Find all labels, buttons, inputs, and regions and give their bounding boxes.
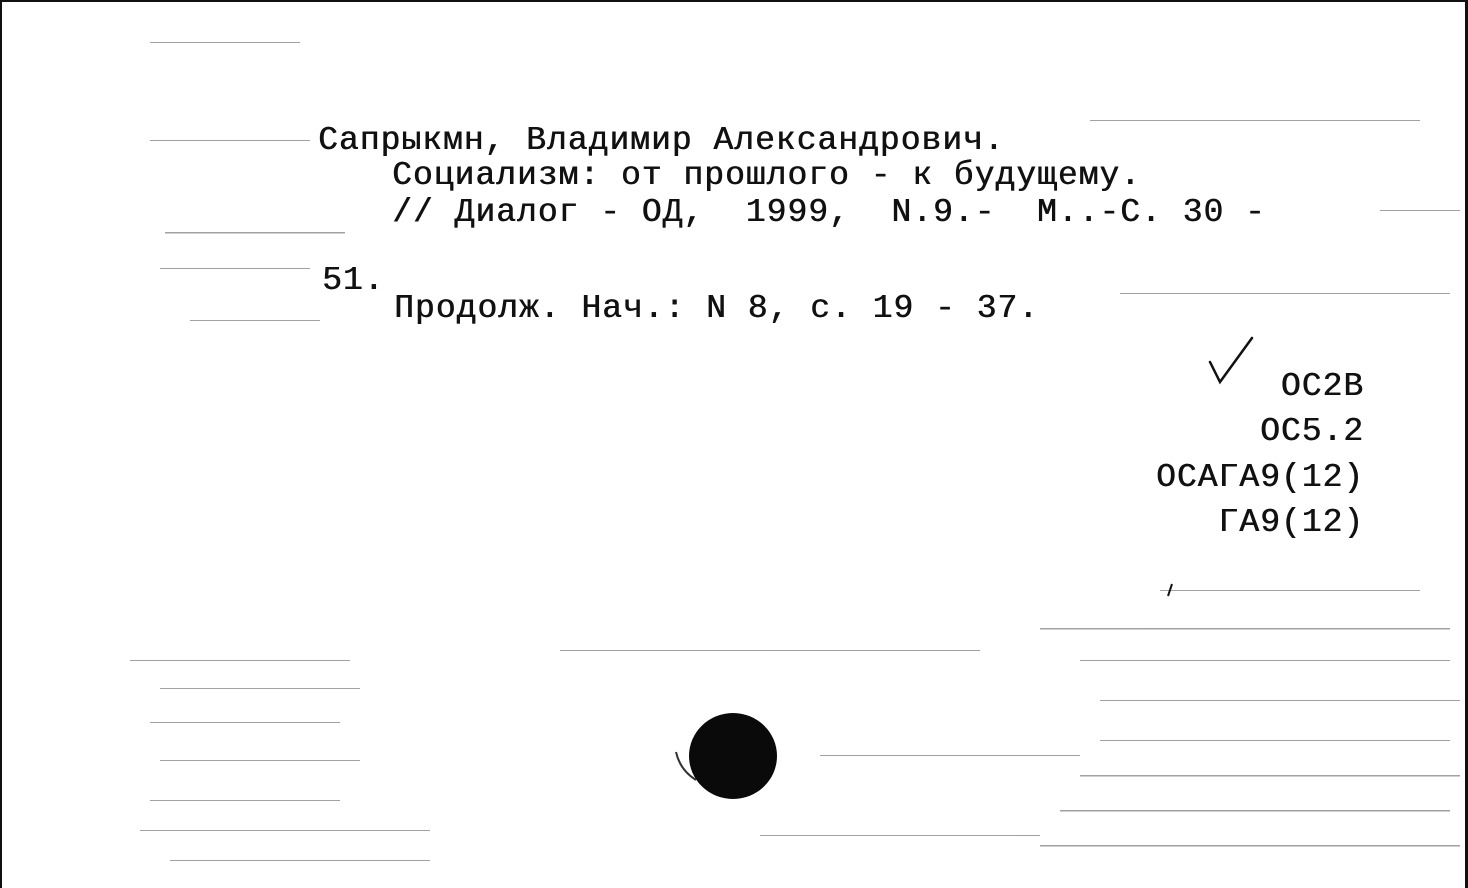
continuation-line: Продолж. Нач.: N 8, с. 19 - 37. [394, 290, 1039, 327]
shelf-code-2: ОС5.2 [1259, 413, 1364, 450]
punch-hole [689, 713, 777, 799]
source-line: // Диалог - ОД, 1999, N.9.- М..-С. 30 - [392, 194, 1266, 231]
title-line: Социализм: от прошлого - к будущему. [392, 157, 1141, 194]
shelf-code-1: ОС2В [1280, 368, 1364, 405]
card-top-edge [0, 0, 1468, 2]
shelf-code-4: ГА9(12) [1218, 504, 1364, 541]
checkmark-icon [1206, 336, 1258, 388]
card-left-edge [0, 0, 2, 888]
author-line: Сапрыкмн, Владимир Александрович. [318, 122, 1005, 159]
pages-end: 51. [322, 262, 385, 299]
shelf-code-3: ОСАГА9(12) [1155, 459, 1364, 496]
